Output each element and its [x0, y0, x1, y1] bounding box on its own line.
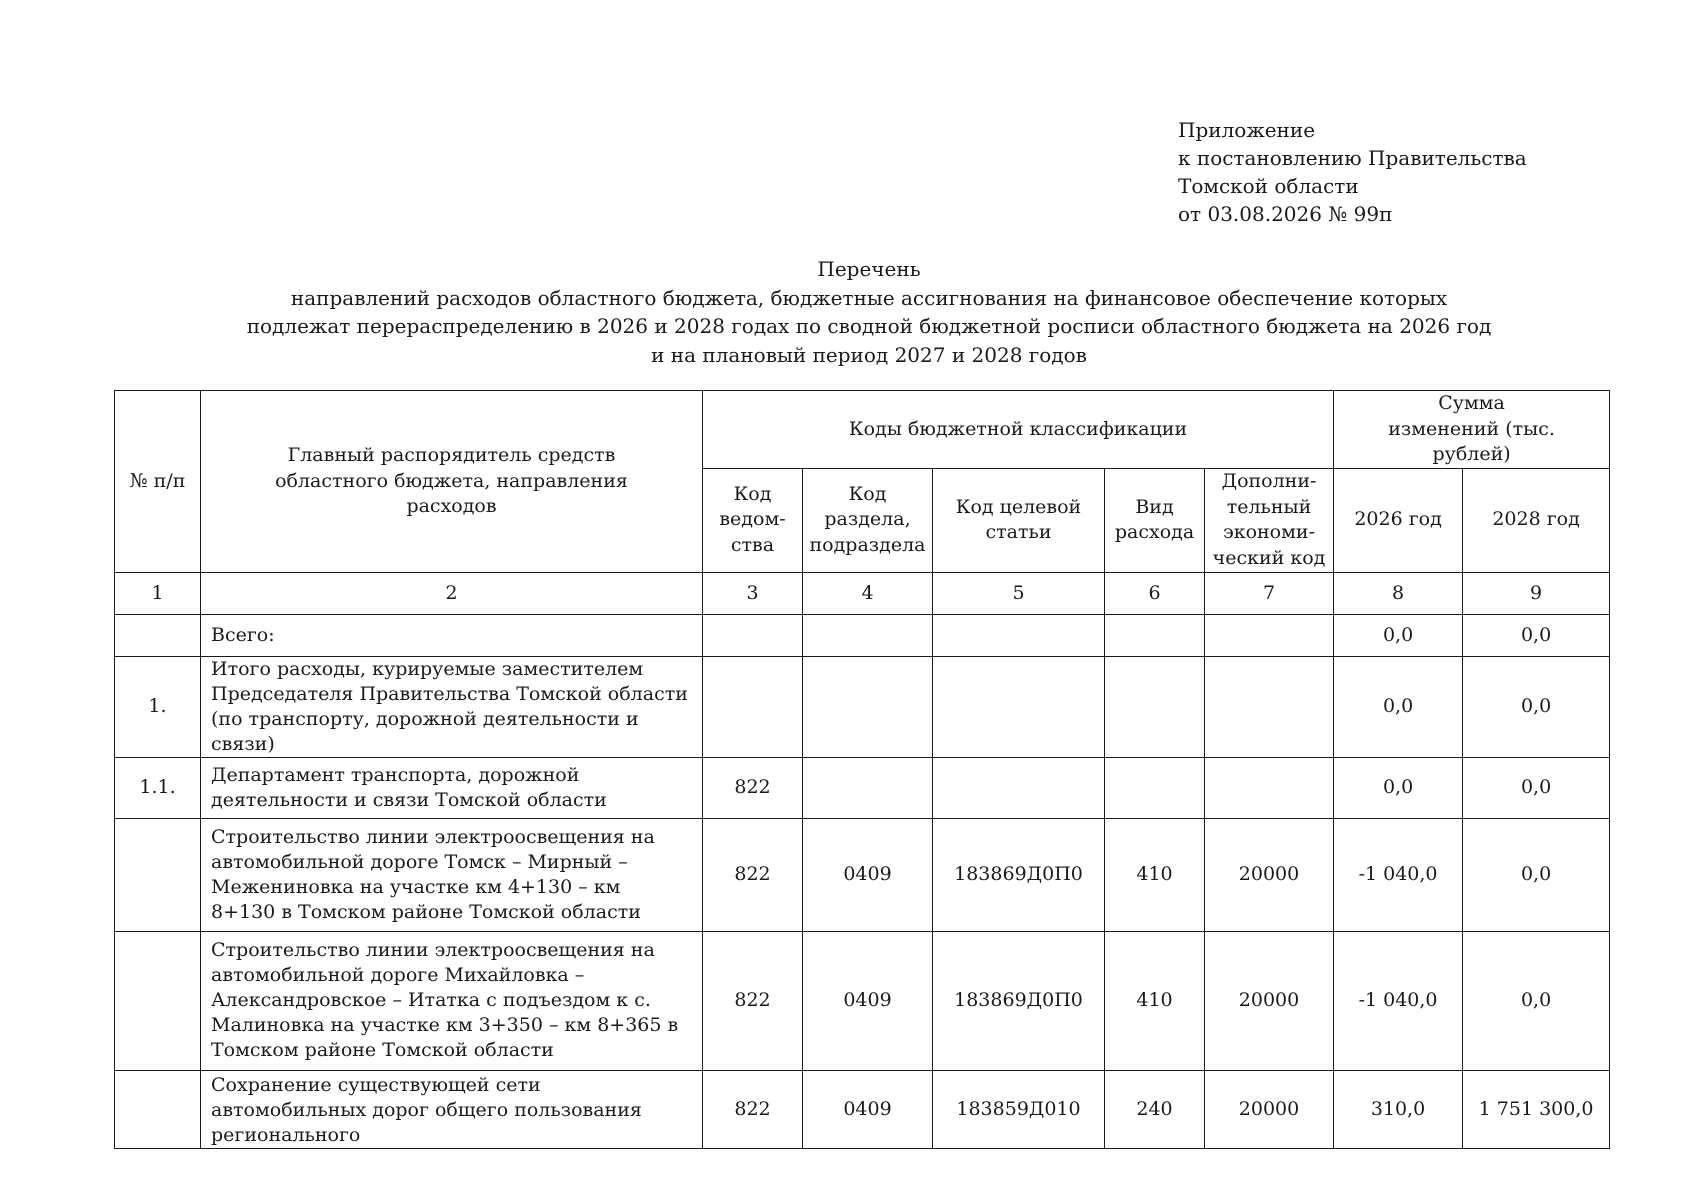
- appendix-line: Томской области: [1178, 174, 1359, 198]
- row-dept-code: [703, 656, 803, 757]
- row-name: Сохранение существующей сети автомобильных дорог общего пользования регионального: [201, 1070, 703, 1148]
- table-row: [115, 818, 1610, 931]
- row-target-code: 183859Д010: [933, 1070, 1105, 1148]
- table-row: [115, 931, 1610, 1070]
- header-num: № п/п: [115, 391, 201, 573]
- row-extra-code: [1205, 614, 1334, 656]
- row-extra-code: [1205, 656, 1334, 757]
- table-row: [115, 656, 1610, 757]
- column-number: 6: [1105, 572, 1205, 614]
- row-year-1: 0,0: [1334, 757, 1463, 818]
- row-year-1: 0,0: [1334, 614, 1463, 656]
- header-year-2: 2028 год: [1463, 468, 1610, 572]
- document-title: [0, 255, 1698, 369]
- title-line: подлежат перераспределению в 2026 и 2028 годах по сводной бюджетной росписи областного бюджета на 2026 год: [246, 314, 1492, 338]
- row-extra-code: 20000: [1205, 818, 1334, 931]
- title-line: направлений расходов областного бюджета, бюджетные ассигнования на финансовое обеспечение которых: [290, 285, 1448, 310]
- row-expense-type: 410: [1105, 931, 1205, 1070]
- row-target-code: [933, 614, 1105, 656]
- row-name: Всего:: [201, 614, 703, 656]
- column-number: 8: [1334, 572, 1463, 614]
- row-num: 1.: [115, 656, 201, 757]
- row-year-2: 0,0: [1463, 931, 1610, 1070]
- header-expense-type: Вид расхода: [1105, 468, 1205, 572]
- row-expense-type: 240: [1105, 1070, 1205, 1148]
- row-dept-code: 822: [703, 1070, 803, 1148]
- header-year-1: 2026 год: [1334, 468, 1463, 572]
- row-year-2: 0,0: [1463, 757, 1610, 818]
- row-extra-code: [1205, 757, 1334, 818]
- row-year-1: -1 040,0: [1334, 818, 1463, 931]
- appendix-line: к постановлению Правительства: [1178, 146, 1527, 170]
- row-year-1: 310,0: [1334, 1070, 1463, 1148]
- title-line: Перечень: [817, 257, 921, 281]
- column-number: 4: [803, 572, 933, 614]
- row-year-1: 0,0: [1334, 656, 1463, 757]
- row-expense-type: 410: [1105, 818, 1205, 931]
- header-dept-code: Код ведом-ства: [703, 468, 803, 572]
- header-extra-code: Дополни-тельный экономи-ческий код: [1205, 468, 1334, 572]
- row-name: Департамент транспорта, дорожной деятельности и связи Томской области: [201, 757, 703, 818]
- table-row: [115, 614, 1610, 656]
- header-target-code: Код целевой статьи: [933, 468, 1105, 572]
- row-target-code: 183869Д0П0: [933, 931, 1105, 1070]
- header-section-code: Код раздела, подраздела: [803, 468, 933, 572]
- row-num: [115, 818, 201, 931]
- row-year-1: -1 040,0: [1334, 931, 1463, 1070]
- row-num: [115, 614, 201, 656]
- row-target-code: [933, 757, 1105, 818]
- row-target-code: 183869Д0П0: [933, 818, 1105, 931]
- row-name: Итого расходы, курируемые заместителем Председателя Правительства Томской области (по транспорту, дорожной деятельности и связи): [201, 656, 703, 757]
- row-section-code: [803, 656, 933, 757]
- row-extra-code: 20000: [1205, 931, 1334, 1070]
- column-number: 9: [1463, 572, 1610, 614]
- header-sum-group: Сумма изменений (тыс. рублей): [1334, 391, 1610, 469]
- appendix-line: от 03.08.2026 № 99п: [1178, 202, 1393, 226]
- row-name: Строительство линии электроосвещения на автомобильной дороге Михайловка – Александровское – Итатка с подъездом к с. Малиновка на участке км 3+350 – км 8+365 в Томском районе Томской области: [201, 931, 703, 1070]
- row-dept-code: 822: [703, 757, 803, 818]
- row-year-2: 0,0: [1463, 614, 1610, 656]
- row-section-code: 0409: [803, 1070, 933, 1148]
- column-number: 7: [1205, 572, 1334, 614]
- row-num: 1.1.: [115, 757, 201, 818]
- row-target-code: [933, 656, 1105, 757]
- appendix-block: [1178, 116, 1527, 228]
- row-year-2: 0,0: [1463, 818, 1610, 931]
- column-number: 2: [201, 572, 703, 614]
- row-name: Строительство линии электроосвещения на автомобильной дороге Томск – Мирный – Межениновка на участке км 4+130 – км 8+130 в Томском районе Томской области: [201, 818, 703, 931]
- row-section-code: 0409: [803, 931, 933, 1070]
- appendix-line: Приложение: [1178, 118, 1316, 142]
- row-year-2: 1 751 300,0: [1463, 1070, 1610, 1148]
- row-section-code: 0409: [803, 818, 933, 931]
- row-year-2: 0,0: [1463, 656, 1610, 757]
- column-number: 3: [703, 572, 803, 614]
- row-dept-code: 822: [703, 931, 803, 1070]
- table-row: [115, 1070, 1610, 1148]
- table-row: [115, 757, 1610, 818]
- row-expense-type: [1105, 614, 1205, 656]
- row-dept-code: 822: [703, 818, 803, 931]
- row-num: [115, 1070, 201, 1148]
- row-dept-code: [703, 614, 803, 656]
- header-codes-group: Коды бюджетной классификации: [703, 391, 1334, 469]
- row-section-code: [803, 757, 933, 818]
- title-line: и на плановый период 2027 и 2028 годов: [651, 342, 1087, 367]
- row-num: [115, 931, 201, 1070]
- budget-table: [114, 390, 1610, 1149]
- row-section-code: [803, 614, 933, 656]
- column-number: 5: [933, 572, 1105, 614]
- row-extra-code: 20000: [1205, 1070, 1334, 1148]
- row-expense-type: [1105, 757, 1205, 818]
- row-expense-type: [1105, 656, 1205, 757]
- column-number: 1: [115, 572, 201, 614]
- header-name: Главный распорядитель средств областного бюджета, направления расходов: [201, 391, 703, 573]
